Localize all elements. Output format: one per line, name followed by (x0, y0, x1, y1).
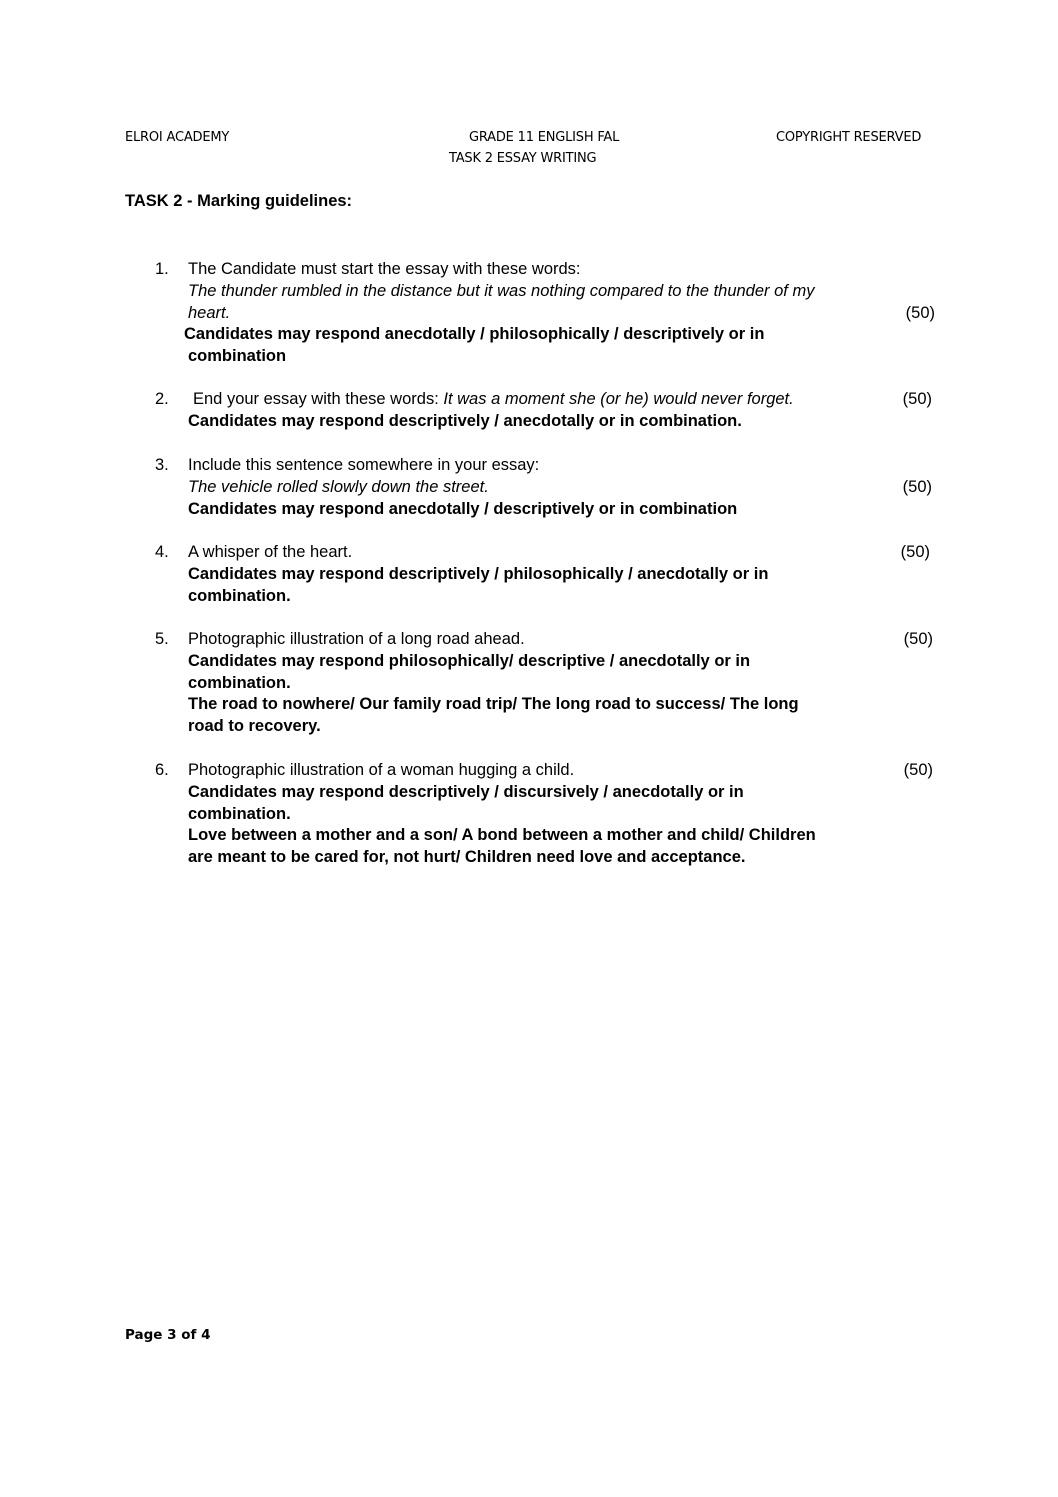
page-title: TASK 2 - Marking guidelines: (125, 192, 353, 210)
item-marks: (50) (903, 761, 933, 779)
header-copyright: COPYRIGHT RESERVED (776, 130, 922, 145)
item-guideline: Candidates may respond anecdotally / philosophically / descriptively or in (184, 325, 765, 344)
item-instruction: Photographic illustration of a woman hugging a child. (188, 761, 575, 779)
item-guideline: combination. (188, 804, 291, 823)
header-task-line: TASK 2 ESSAY WRITING (449, 151, 597, 166)
item-quote: heart. (188, 303, 231, 322)
list-item (155, 259, 935, 368)
item-guideline: combination. (188, 673, 291, 692)
item-instruction: End your essay with these words: (193, 390, 439, 408)
item-topics: are meant to be cared for, not hurt/ Children need love and acceptance. (188, 848, 746, 867)
header-subject: GRADE 11 ENGLISH FAL (469, 130, 620, 145)
list-item (155, 455, 935, 520)
item-guideline: Candidates may respond philosophically/ descriptive / anecdotally or in (188, 651, 751, 670)
item-instruction: The Candidate must start the essay with these words: (188, 260, 581, 278)
item-guideline: Candidates may respond descriptively / anecdotally or in combination. (188, 411, 742, 430)
item-guideline: Candidates may respond anecdotally / descriptively or in combination (188, 499, 738, 518)
list-item (155, 389, 935, 433)
item-quote: The vehicle rolled slowly down the street. (188, 477, 489, 496)
item-topics: The road to nowhere/ Our family road trip/ The long road to success/ The long (188, 695, 799, 714)
item-guideline: Candidates may respond descriptively / discursively / anecdotally or in (188, 782, 744, 801)
item-marks: (50) (905, 303, 935, 322)
list-item (155, 542, 935, 607)
item-topics: road to recovery. (188, 717, 321, 736)
item-number: 6. (155, 761, 169, 779)
item-quote: The thunder rumbled in the distance but it was nothing compared to the thunder of my (188, 281, 815, 300)
item-marks: (50) (902, 390, 932, 408)
page-number: Page 3 of 4 (125, 1327, 211, 1343)
item-number: 1. (155, 260, 169, 278)
header-school: ELROI ACADEMY (125, 130, 230, 145)
item-topics: Love between a mother and a son/ A bond between a mother and child/ Children (188, 826, 816, 845)
item-number: 3. (155, 456, 169, 474)
item-marks: (50) (903, 630, 933, 648)
item-number: 5. (155, 630, 169, 648)
item-instruction: Include this sentence somewhere in your essay: (188, 456, 540, 474)
list-item (155, 629, 935, 738)
item-guideline: Candidates may respond descriptively / philosophically / anecdotally or in (188, 564, 769, 583)
item-instruction: Photographic illustration of a long road ahead. (188, 630, 525, 648)
item-number: 2. (155, 390, 169, 408)
list-item (155, 760, 935, 869)
item-marks: (50) (900, 543, 930, 561)
item-guideline: combination. (188, 586, 291, 605)
item-instruction: A whisper of the heart. (188, 543, 353, 561)
item-marks: (50) (902, 477, 932, 496)
item-guideline: combination (188, 347, 287, 366)
item-quote: It was a moment she (or he) would never forget. (443, 390, 794, 408)
item-number: 4. (155, 543, 169, 561)
